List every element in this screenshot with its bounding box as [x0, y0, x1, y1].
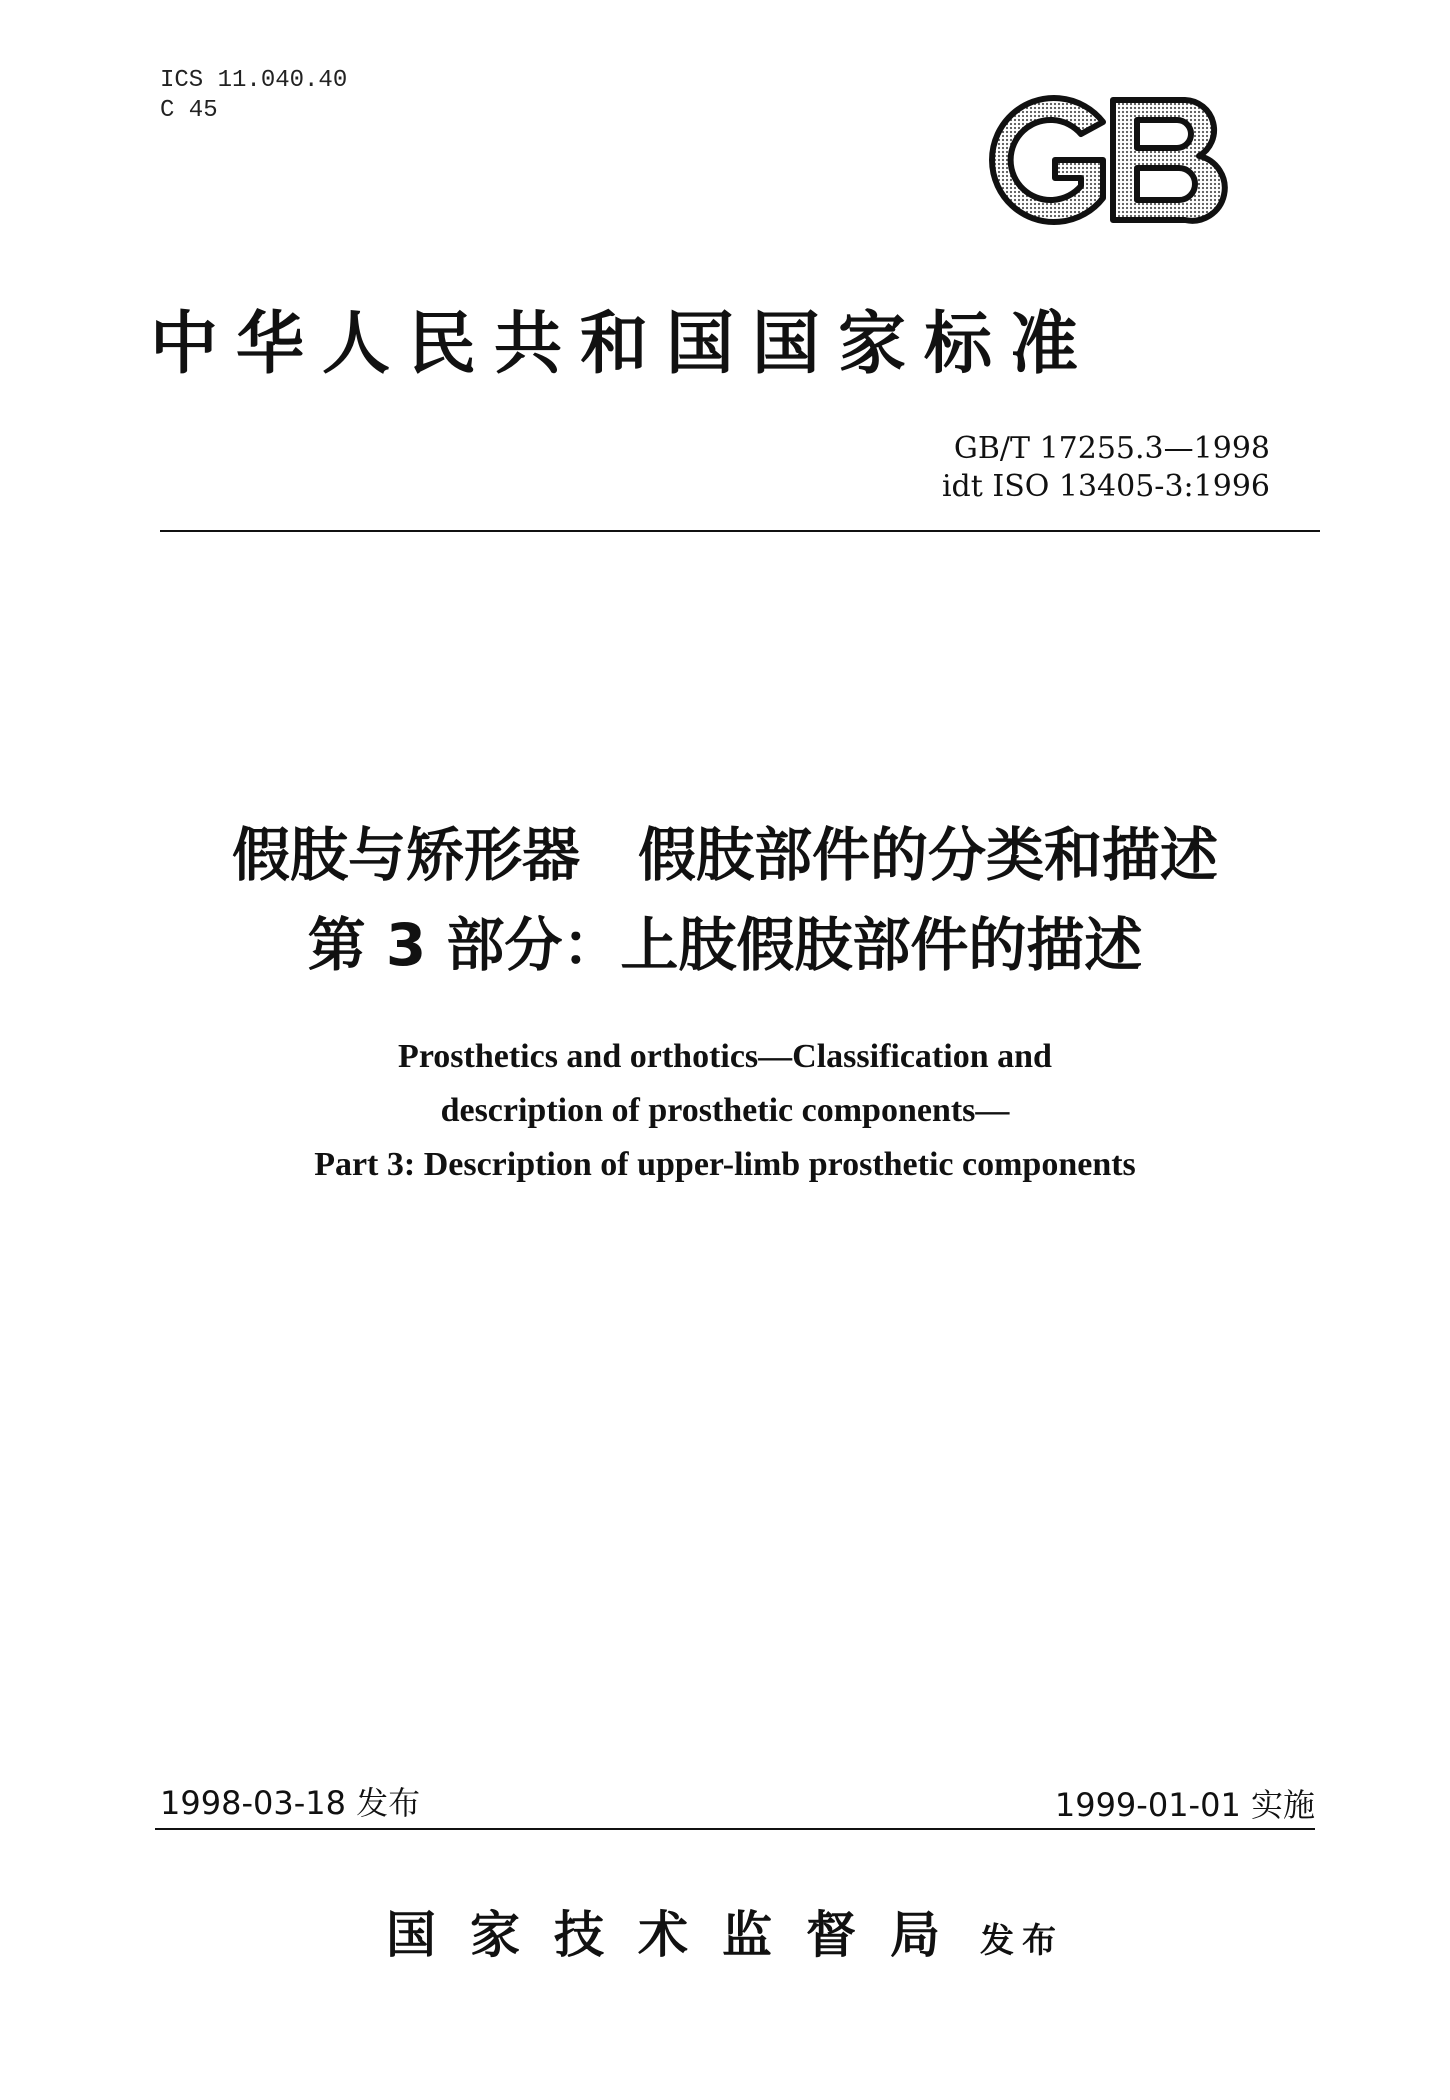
standard-number: GB/T 17255.3—1998: [953, 431, 1270, 466]
issue-date: 1998-03-18 发布: [160, 1784, 421, 1822]
classification-codes: [160, 66, 347, 126]
top-divider: [160, 530, 1320, 532]
english-title-line-1: Prosthetics and orthotics—Classification and: [398, 1038, 1052, 1075]
standard-identifiers: [942, 430, 1270, 506]
publisher-suffix: 发布: [980, 1921, 1064, 1961]
chinese-title-line-2: 第 3 部分：上肢假肢部件的描述: [307, 911, 1143, 979]
national-standard-heading: 中华人民共和国国家标准: [150, 304, 1097, 384]
gb-logo: [985, 90, 1235, 230]
english-title-line-3: Part 3: Description of upper-limb prosthetic components: [314, 1146, 1136, 1183]
english-title: [0, 1030, 1450, 1192]
chinese-title-line-1: 假肢与矫形器 假肢部件的分类和描述: [231, 821, 1218, 889]
chinese-title: [0, 810, 1450, 990]
publisher-name: 国家技术监督局: [386, 1905, 974, 1964]
english-title-line-2: description of prosthetic components—: [440, 1092, 1010, 1129]
ics-code: ICS 11.040.40: [160, 67, 348, 94]
ccs-code: C 45: [160, 97, 218, 124]
iso-equivalent: idt ISO 13405-3:1996: [941, 469, 1270, 504]
publisher: [0, 1895, 1450, 1967]
bottom-divider: [155, 1828, 1315, 1830]
effective-date: 1999-01-01 实施: [1054, 1786, 1315, 1824]
